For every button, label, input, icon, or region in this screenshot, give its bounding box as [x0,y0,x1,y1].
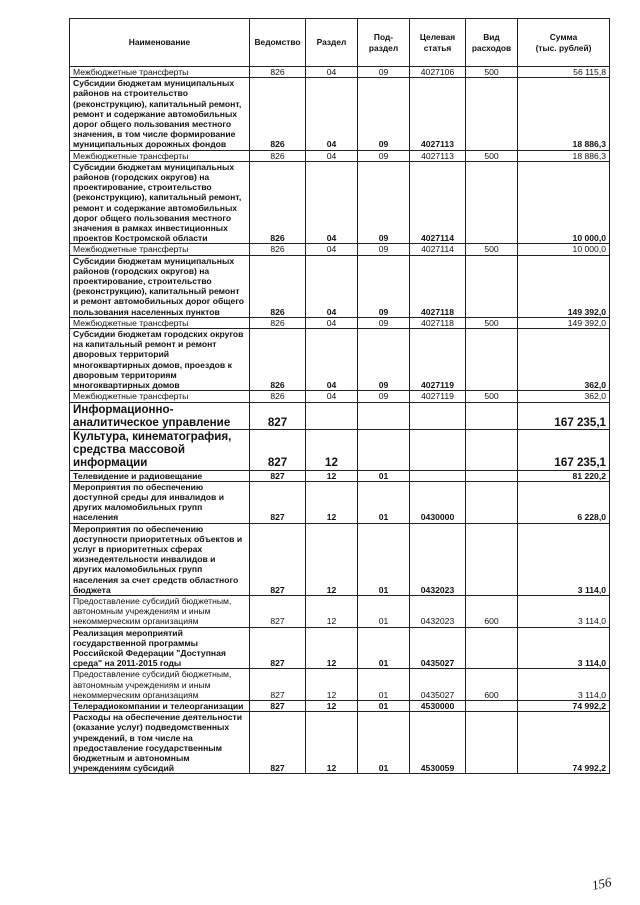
table-row [70,391,610,402]
table-row [70,523,610,595]
cell-dept: 827 [250,481,306,523]
cell-name: Мероприятия по обеспечению доступности приоритетных объектов и услуг в приоритетных сферах жизнедеятельности инвалидов и других маломобильных групп населения за счет средств областного бюджета [70,523,250,595]
cell-section: 12 [306,429,358,470]
cell-section: 04 [306,244,358,255]
cell-name: Межбюджетные трансферты [70,67,250,78]
cell-section: 04 [306,255,358,317]
cell-section: 04 [306,161,358,244]
cell-subsection: 09 [358,317,410,328]
table-row [70,429,610,470]
cell-target: 0432023 [410,523,466,595]
cell-subsection: 09 [358,255,410,317]
cell-sum: 81 220,2 [518,470,610,481]
cell-section: 04 [306,150,358,161]
table-row [70,317,610,328]
header-target: Целевая статья [410,19,466,67]
cell-name: Культура, кинематография, средства массовой информации [70,429,250,470]
cell-subsection: 09 [358,78,410,150]
table-row [70,712,610,774]
cell-sum: 167 235,1 [518,429,610,470]
cell-section: 04 [306,329,358,391]
cell-dept: 826 [250,255,306,317]
cell-subsection: 09 [358,391,410,402]
cell-sum: 149 392,0 [518,255,610,317]
cell-name: Расходы на обеспечение деятельности (оказание услуг) подведомственных учреждений, в том числе на предоставление государственным бюджетным и автономным учреждениям субсидий [70,712,250,774]
cell-expense [466,523,518,595]
cell-expense: 500 [466,150,518,161]
cell-dept: 826 [250,244,306,255]
header-dept: Ведомство [250,19,306,67]
cell-sum: 362,0 [518,391,610,402]
cell-sum: 56 115,8 [518,67,610,78]
cell-expense: 500 [466,67,518,78]
cell-subsection: 09 [358,67,410,78]
cell-dept: 827 [250,627,306,669]
cell-name: Телевидение и радиовещание [70,470,250,481]
table-body [70,67,610,774]
cell-name: Межбюджетные трансферты [70,317,250,328]
cell-target: 0430000 [410,481,466,523]
cell-sum: 3 114,0 [518,523,610,595]
cell-name: Предоставление субсидий бюджетным, автономным учреждениям и иным некоммерческим организациям [70,595,250,627]
cell-dept: 827 [250,402,306,429]
header-subsection: Под- раздел [358,19,410,67]
header-section: Раздел [306,19,358,67]
cell-name: Субсидии бюджетам муниципальных районов (городских округов) на проектирование, строительство (реконструкцию), капитальный ремонт, ремонт и содержание автомобильных дорог общего пользования местного значения в рамках инвестиционных проектов Костромской области [70,161,250,244]
header-name: Наименование [70,19,250,67]
header-sum: Сумма (тыс. рублей) [518,19,610,67]
cell-subsection: 01 [358,700,410,711]
cell-section: 12 [306,470,358,481]
table-row [70,67,610,78]
cell-expense [466,255,518,317]
table-row [70,470,610,481]
cell-sum: 18 886,3 [518,78,610,150]
table-row [70,700,610,711]
cell-dept: 826 [250,67,306,78]
cell-target: 4027114 [410,161,466,244]
page-number: 156 [590,874,613,893]
cell-dept: 827 [250,595,306,627]
cell-dept: 827 [250,523,306,595]
cell-dept: 827 [250,669,306,701]
table-row [70,627,610,669]
cell-expense [466,481,518,523]
cell-section: 12 [306,523,358,595]
table-row [70,161,610,244]
cell-name: Информационно-аналитическое управление [70,402,250,429]
table-row [70,329,610,391]
cell-target: 4027113 [410,78,466,150]
cell-target: 4027113 [410,150,466,161]
cell-section: 12 [306,481,358,523]
table-row [70,255,610,317]
cell-section: 04 [306,78,358,150]
cell-dept: 826 [250,150,306,161]
cell-dept: 826 [250,161,306,244]
cell-sum: 6 228,0 [518,481,610,523]
cell-name: Субсидии бюджетам городских округов на капитальный ремонт и ремонт дворовых территорий многоквартирных домов, проездов к дворовым территориям многоквартирных домов [70,329,250,391]
cell-sum: 362,0 [518,329,610,391]
cell-target: 0435027 [410,627,466,669]
table-row [70,402,610,429]
cell-target: 4027119 [410,329,466,391]
cell-sum: 74 992,2 [518,712,610,774]
cell-subsection: 01 [358,523,410,595]
cell-dept: 827 [250,429,306,470]
cell-subsection: 01 [358,595,410,627]
cell-name: Предоставление субсидий бюджетным, автономным учреждениям и иным некоммерческим организациям [70,669,250,701]
cell-expense [466,712,518,774]
header-expense: Вид расходов [466,19,518,67]
cell-target [410,429,466,470]
cell-subsection: 09 [358,329,410,391]
cell-name: Межбюджетные трансферты [70,244,250,255]
cell-subsection: 01 [358,470,410,481]
cell-name: Мероприятия по обеспечению доступной среды для инвалидов и других маломобильных групп населения [70,481,250,523]
cell-subsection: 01 [358,481,410,523]
cell-section: 12 [306,712,358,774]
cell-subsection [358,402,410,429]
cell-section: 12 [306,627,358,669]
cell-expense: 600 [466,669,518,701]
cell-expense: 600 [466,595,518,627]
cell-expense [466,627,518,669]
cell-expense [466,78,518,150]
table-row [70,244,610,255]
cell-sum: 3 114,0 [518,627,610,669]
cell-target [410,470,466,481]
table-row [70,595,610,627]
cell-target: 4530059 [410,712,466,774]
cell-name: Субсидии бюджетам муниципальных районов (городских округов) на проектирование, строительство (реконструкцию), капитальный ремонт и ремонт автомобильных дорог общего пользования населенных пунктов [70,255,250,317]
cell-subsection: 01 [358,669,410,701]
cell-expense [466,429,518,470]
cell-sum: 18 886,3 [518,150,610,161]
cell-sum: 74 992,2 [518,700,610,711]
cell-subsection: 01 [358,712,410,774]
cell-name: Реализация мероприятий государственной программы Российской Федерации "Доступная среда" на 2011-2015 годы [70,627,250,669]
cell-subsection: 09 [358,161,410,244]
cell-name: Субсидии бюджетам муниципальных районов на строительство (реконструкцию), капитальный ремонт, ремонт и содержание автомобильных дорог общего пользования местного значения, в том числе формирование муниципальных дорожных фондов [70,78,250,150]
cell-subsection: 09 [358,244,410,255]
cell-expense: 500 [466,244,518,255]
cell-target: 4027106 [410,67,466,78]
cell-section: 12 [306,669,358,701]
cell-sum: 167 235,1 [518,402,610,429]
cell-dept: 826 [250,391,306,402]
table-row [70,669,610,701]
cell-expense [466,161,518,244]
cell-subsection: 01 [358,627,410,669]
cell-target: 4530000 [410,700,466,711]
table-header-row [70,19,610,67]
cell-expense [466,470,518,481]
cell-sum: 149 392,0 [518,317,610,328]
cell-subsection [358,429,410,470]
cell-name: Межбюджетные трансферты [70,391,250,402]
cell-dept: 827 [250,700,306,711]
cell-dept: 826 [250,78,306,150]
cell-expense: 500 [466,317,518,328]
cell-sum: 3 114,0 [518,669,610,701]
cell-expense: 500 [466,391,518,402]
cell-target: 0432023 [410,595,466,627]
cell-target: 4027119 [410,391,466,402]
cell-section: 04 [306,67,358,78]
cell-section: 04 [306,317,358,328]
cell-sum: 10 000,0 [518,161,610,244]
table-row [70,78,610,150]
cell-target: 4027118 [410,317,466,328]
cell-expense [466,402,518,429]
table-row [70,481,610,523]
cell-dept: 827 [250,470,306,481]
cell-target: 0435027 [410,669,466,701]
cell-target: 4027114 [410,244,466,255]
cell-expense [466,700,518,711]
cell-sum: 3 114,0 [518,595,610,627]
cell-section [306,402,358,429]
cell-section: 12 [306,700,358,711]
cell-expense [466,329,518,391]
cell-name: Телерадиокомпании и телеорганизации [70,700,250,711]
cell-subsection: 09 [358,150,410,161]
cell-dept: 826 [250,317,306,328]
cell-target [410,402,466,429]
cell-section: 12 [306,595,358,627]
cell-section: 04 [306,391,358,402]
cell-target: 4027118 [410,255,466,317]
cell-dept: 826 [250,329,306,391]
cell-dept: 827 [250,712,306,774]
budget-table [69,18,610,774]
cell-sum: 10 000,0 [518,244,610,255]
cell-name: Межбюджетные трансферты [70,150,250,161]
table-row [70,150,610,161]
